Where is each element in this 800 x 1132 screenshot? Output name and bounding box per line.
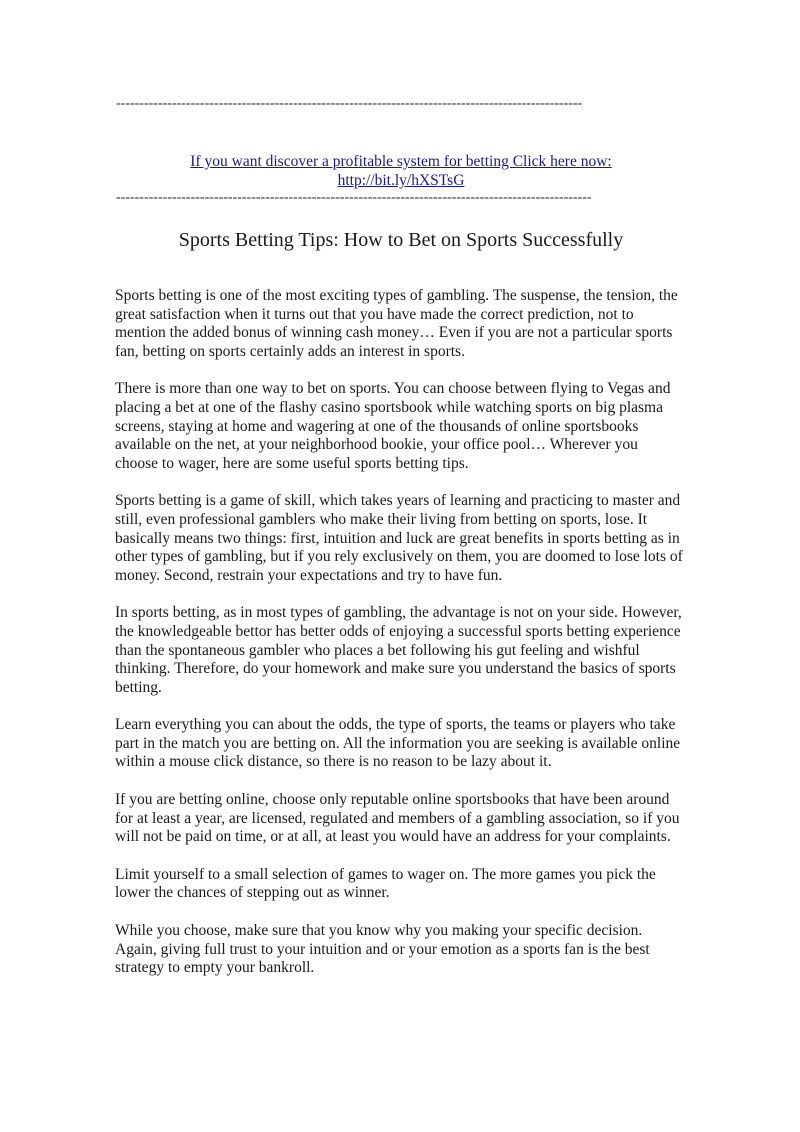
promo-url-link[interactable]: http://bit.ly/hXSTsG	[337, 172, 465, 189]
article-title: Sports Betting Tips: How to Bet on Sports Successfully	[178, 229, 624, 251]
paragraph: While you choose, make sure that you know why you making your specific decision. Again, giving full trust to your intuition and or your emotion as a sports fan is the best strategy to empty your bankroll.	[115, 922, 650, 977]
paragraph: In sports betting, as in most types of gambling, the advantage is not on your side. However, the knowledgeable bettor has better odds of enjoying a successful sports betting experience than the spontaneous gambler who places a bet following his gut feeling and wishful thinking. Therefore, do your homework and make sure you understand the basics of sports betting.	[115, 604, 682, 696]
paragraph: Sports betting is one of the most exciting types of gambling. The suspense, the tension, the great satisfaction when it turns out that you have made the correct prediction, not to mention the added bonus of winning cash money… Even if you are not a particular sports fan, betting on sports certainly adds an interest in sports.	[115, 287, 678, 360]
bottom-divider: ------------------------------------------------------------------------------------------------------	[116, 190, 592, 205]
paragraph: Limit yourself to a small selection of games to wager on. The more games you pick the lower the chances of stepping out as winner.	[115, 865, 656, 902]
paragraph: Learn everything you can about the odds, the type of sports, the teams or players who take part in the match you are betting on. All the information you are seeking is available online within a mouse click distance, so there is no reason to be lazy about it.	[115, 716, 681, 771]
paragraph: There is more than one way to bet on sports. You can choose between flying to Vegas and placing a bet at one of the flashy casino sportsbook while watching sports on big plasma screens, staying at home and wagering at one of the thousands of online sportsbooks available on the net, at your neighborhood bookie, your office pool… Wherever you choose to wager, here are some useful sports betting tips.	[115, 380, 671, 472]
article-body	[115, 287, 683, 997]
top-divider: ----------------------------------------------------------------------------------------------------	[116, 96, 583, 111]
paragraph: If you are betting online, choose only reputable online sportsbooks that have been around for at least a year, are licensed, regulated and members of a gambling association, so if you will not be paid on time, or at all, at least you would have an address for your complaints.	[115, 791, 680, 846]
promo-link[interactable]: If you want discover a profitable system for betting Click here now:	[190, 153, 612, 170]
promo-block	[116, 152, 686, 190]
paragraph: Sports betting is a game of skill, which takes years of learning and practicing to master and still, even professional gamblers who make their living from betting on sports, lose. It basically means two things: first, intuition and luck are great benefits in sports betting as in other types of gambling, but if you rely exclusively on them, you are doomed to lose lots of money. Second, restrain your expectations and try to have fun.	[115, 492, 683, 584]
